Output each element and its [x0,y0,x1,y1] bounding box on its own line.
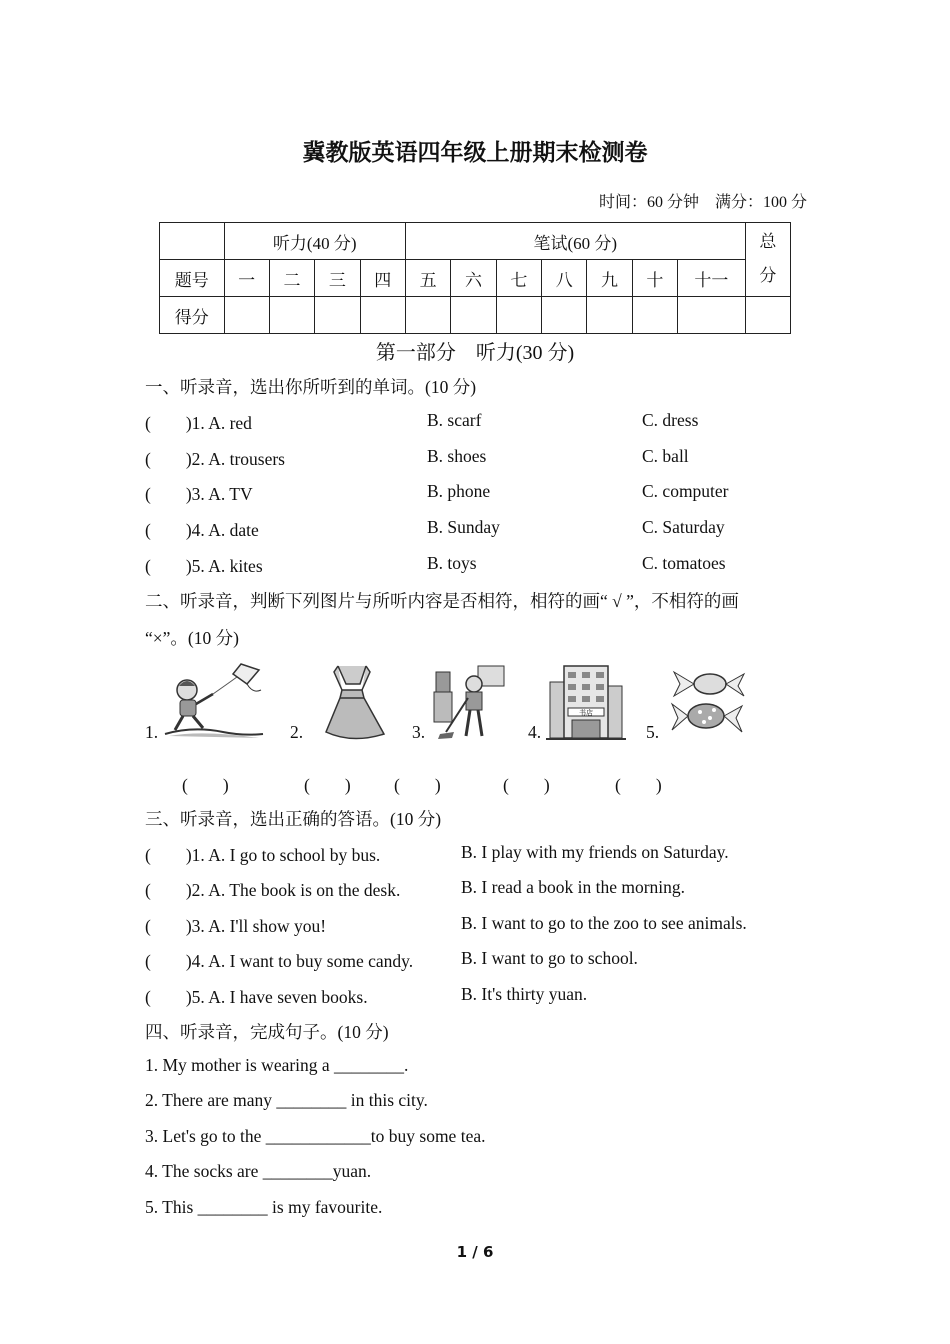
s3-q4-a: ( )4. A. I want to buy some candy. [145,951,414,971]
s4-sentence-2: 2. There are many ________ in this city. [145,1090,428,1110]
s1-q4-b: B. Sunday [427,517,500,537]
score-cell[interactable] [405,297,450,334]
picture-label-2: 2. [290,722,304,742]
col-number: 十一 [678,260,746,297]
boy-flying-kite-icon [163,660,268,742]
score-cell[interactable] [587,297,632,334]
s1-q2-a: ( )2. A. trousers [145,449,285,469]
listening-header: 听力(40 分) [224,223,405,260]
s1-q5-c: C. tomatoes [642,553,726,573]
s1-q5-b: B. toys [427,553,477,573]
s1-q1-c: C. dress [642,410,699,430]
s3-q2-b: B. I read a book in the morning. [461,877,686,897]
col-number: 四 [360,260,405,297]
col-number: 二 [269,260,314,297]
page-number: 1 / 6 [456,1243,494,1261]
s1-q4-a: ( )4. A. date [145,520,259,540]
shop-sign: 书店 [579,709,593,717]
score-cell[interactable] [224,297,269,334]
s3-q4-b: B. I want to go to school. [461,948,638,968]
col-number: 八 [542,260,587,297]
s4-sentence-3: 3. Let's go to the ____________to buy some tea. [145,1126,486,1146]
s4-sentence-1: 1. My mother is wearing a ________. [145,1055,409,1075]
col-number: 三 [315,260,360,297]
row-label-score: 得分 [160,297,225,334]
score-cell[interactable] [451,297,496,334]
col-number: 一 [224,260,269,297]
s1-q3-a: ( )3. A. TV [145,484,253,504]
score-cell[interactable] [360,297,405,334]
answer-blank-2[interactable]: ( ) [304,775,351,795]
score-table [159,222,791,334]
exam-title: 冀教版英语四年级上册期末检测卷 [302,140,648,166]
score-table-corner [160,223,225,260]
candy-icon [668,662,748,742]
s1-q5-a: ( )5. A. kites [145,556,263,576]
col-number: 六 [451,260,496,297]
score-cell[interactable] [496,297,541,334]
part1-title: 第一部分 听力(30 分) [375,342,575,364]
section4-heading: 四、听录音，完成句子。(10 分) [145,1022,389,1042]
s3-q3-a: ( )3. A. I'll show you! [145,916,327,936]
s1-q3-c: C. computer [642,481,729,501]
exam-meta: 时间：60 分钟 满分：100 分 [598,194,807,211]
col-number: 十 [632,260,677,297]
s3-q5-a: ( )5. A. I have seven books. [145,987,368,1007]
s1-q1-a: ( )1. A. red [145,413,252,433]
section2-heading-line1: 二、听录音，判断下列图片与所听内容是否相符，相符的画“ √ ”，不相符的画 [145,591,739,611]
score-cell[interactable] [678,297,746,334]
answer-blank-1[interactable]: ( ) [182,775,229,795]
writing-header: 笔试(60 分) [405,223,745,260]
s1-q2-b: B. shoes [427,446,487,466]
s3-q3-b: B. I want to go to the zoo to see animals. [461,913,747,933]
row-label-number: 题号 [160,260,225,297]
col-number: 五 [405,260,450,297]
picture-label-3: 3. [412,722,426,742]
score-cell[interactable] [269,297,314,334]
picture-label-4: 4. [528,722,542,742]
s3-q2-a: ( )2. A. The book is on the desk. [145,880,401,900]
s1-q1-b: B. scarf [427,410,482,430]
answer-blank-3[interactable]: ( ) [394,775,441,795]
total-header-1: 总 [759,232,777,251]
boy-sweeping-icon [432,662,507,742]
dress-icon [312,662,392,742]
col-number: 九 [587,260,632,297]
section3-heading: 三、听录音，选出正确的答语。(10 分) [145,809,442,829]
s3-q5-b: B. It's thirty yuan. [461,984,588,1004]
total-header [745,223,790,297]
bookstore-building-icon [546,662,626,742]
score-cell[interactable] [542,297,587,334]
s1-q4-c: C. Saturday [642,517,725,537]
col-number: 七 [496,260,541,297]
score-cell[interactable] [745,297,790,334]
s3-q1-b: B. I play with my friends on Saturday. [461,842,729,862]
s3-q1-a: ( )1. A. I go to school by bus. [145,845,381,865]
score-cell[interactable] [315,297,360,334]
section2-heading-line2: “×”。(10 分) [145,628,239,648]
section1-heading: 一、听录音，选出你所听到的单词。(10 分) [145,377,477,397]
picture-label-1: 1. [145,722,159,742]
s4-sentence-4: 4. The socks are ________yuan. [145,1161,372,1181]
total-header-2: 分 [759,266,777,285]
s4-sentence-5: 5. This ________ is my favourite. [145,1197,383,1217]
answer-blank-5[interactable]: ( ) [615,775,662,795]
picture-label-5: 5. [646,722,660,742]
score-cell[interactable] [632,297,677,334]
answer-blank-4[interactable]: ( ) [503,775,550,795]
s1-q2-c: C. ball [642,446,689,466]
s1-q3-b: B. phone [427,481,491,501]
